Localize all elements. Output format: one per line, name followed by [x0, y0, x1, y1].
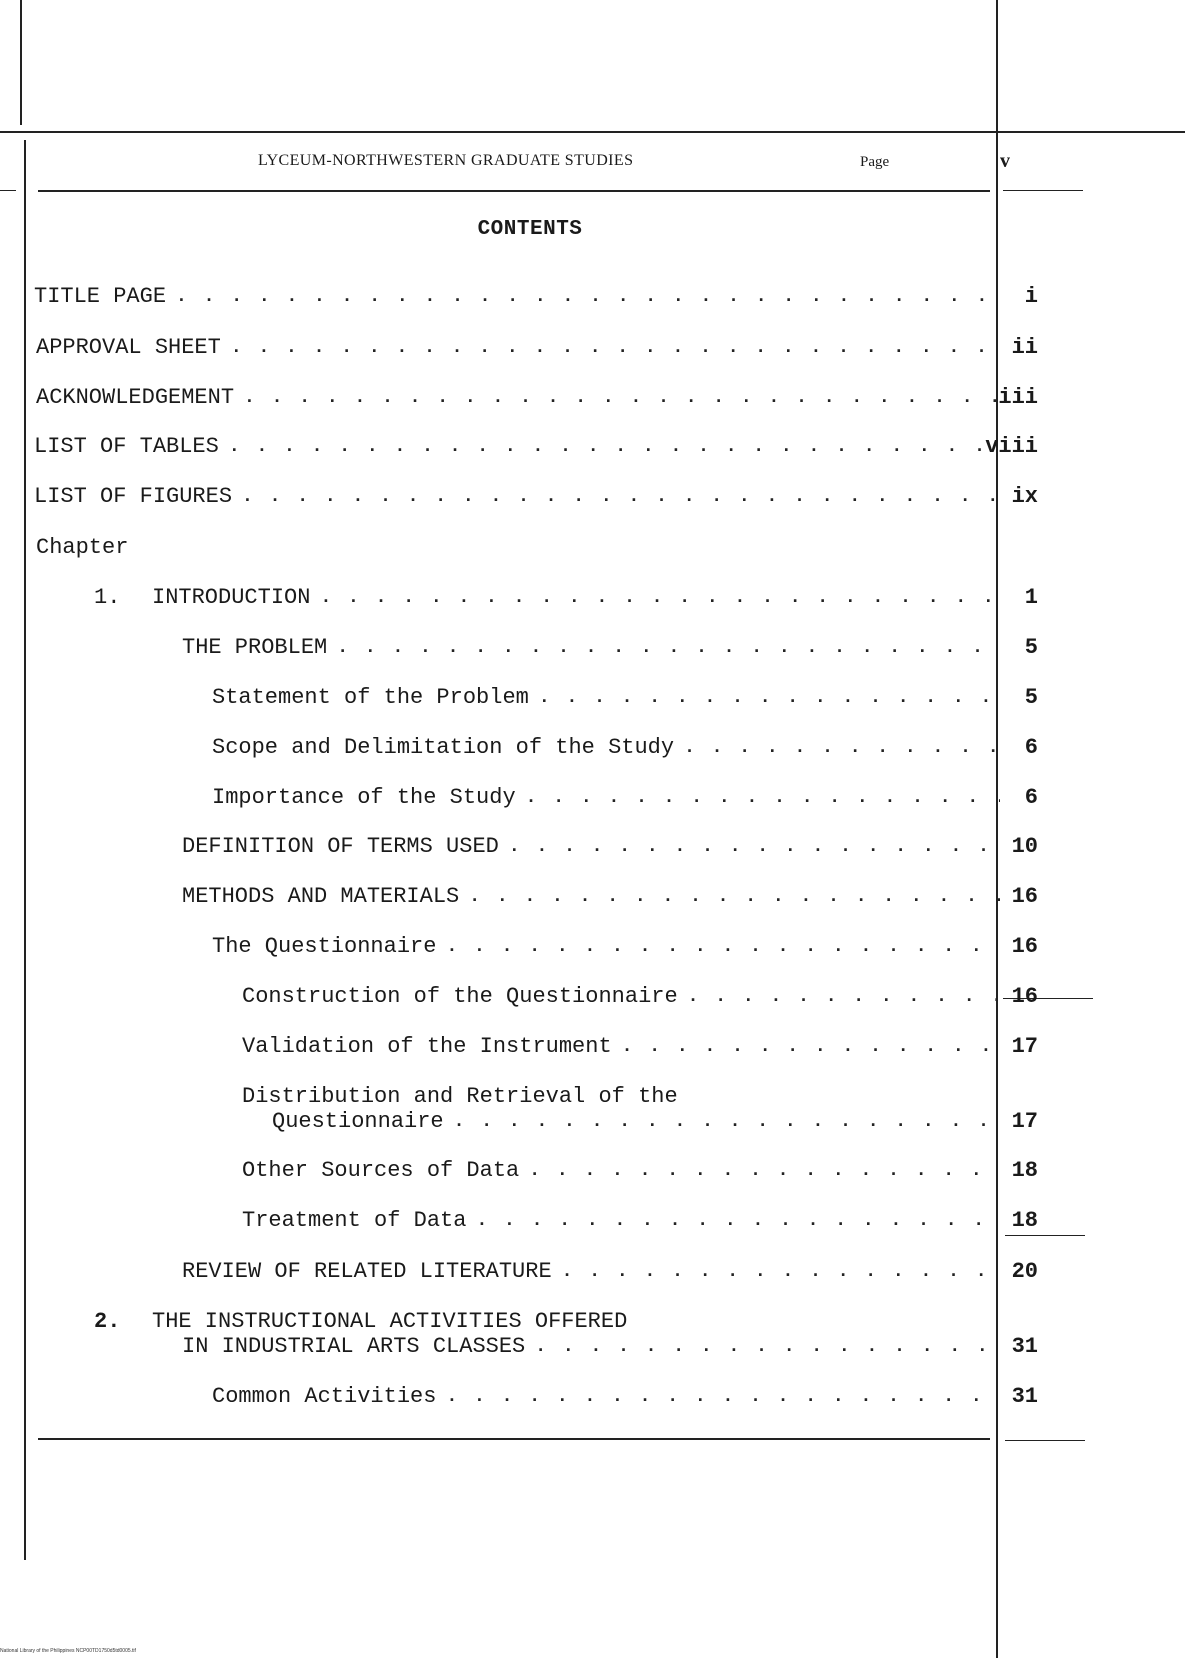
toc-page: 6	[1024, 735, 1038, 760]
toc-entry-approval-sheet	[36, 335, 1000, 361]
toc-entry-acknowledgement	[36, 385, 1000, 411]
toc-label: Other Sources of Data	[242, 1158, 520, 1183]
toc-page: 31	[1011, 1384, 1038, 1409]
leader-dots	[446, 1384, 1000, 1410]
toc-label: Statement of the Problem	[212, 685, 529, 710]
toc-page: 5	[1024, 685, 1038, 710]
toc-page: 6	[1024, 785, 1038, 810]
toc-label: INTRODUCTION	[152, 585, 311, 610]
chapter-2-title-line1: THE INSTRUCTIONAL ACTIVITIES OFFERED	[152, 1309, 628, 1334]
leader-dots	[337, 635, 1000, 661]
leader-dots	[539, 685, 1000, 711]
toc-page: 16	[1011, 984, 1038, 1009]
toc-label: LIST OF TABLES	[34, 434, 219, 459]
toc-label: REVIEW OF RELATED LITERATURE	[182, 1259, 552, 1284]
toc-page: 18	[1011, 1158, 1038, 1183]
institution-name: LYCEUM-NORTHWESTERN GRADUATE STUDIES	[258, 152, 634, 169]
toc-page: 17	[1011, 1034, 1038, 1059]
toc-entry-questionnaire	[212, 934, 1000, 960]
toc-page: ii	[1011, 335, 1038, 360]
toc-entry-the-problem	[182, 635, 1000, 661]
toc-entry-treatment	[242, 1208, 1000, 1234]
toc-page: i	[1024, 284, 1038, 309]
leader-dots	[176, 284, 1000, 310]
chapter-1-number: 1.	[94, 585, 121, 610]
toc-label: LIST OF FIGURES	[34, 484, 233, 509]
toc-entry-list-of-figures	[34, 484, 1000, 510]
toc-page: 17	[1011, 1109, 1038, 1134]
toc-entry-statement-of-problem	[212, 685, 1000, 711]
leader-dots	[244, 385, 1000, 411]
toc-label: DEFINITION OF TERMS USED	[182, 834, 499, 859]
toc-label: Importance of the Study	[212, 785, 516, 810]
toc-entry-common-activities	[212, 1384, 1000, 1410]
toc-entry-methods-and-materials	[182, 884, 1000, 910]
toc-page: iii	[998, 385, 1038, 410]
toc-label: APPROVAL SHEET	[36, 335, 221, 360]
page-label: Page	[860, 154, 890, 170]
leader-dots	[242, 484, 1000, 510]
toc-label: Treatment of Data	[242, 1208, 467, 1233]
toc-page: 10	[1011, 834, 1038, 859]
toc-label: TITLE PAGE	[34, 284, 167, 309]
toc-label: The Questionnaire	[212, 934, 437, 959]
toc-page: 18	[1011, 1208, 1038, 1233]
toc-page: 16	[1011, 934, 1038, 959]
page-number: v	[1000, 150, 1010, 172]
contents-title: CONTENTS	[477, 218, 583, 241]
toc-entry-introduction	[152, 585, 1000, 611]
toc-entry-validation	[242, 1034, 1000, 1060]
leader-dots	[231, 335, 1000, 361]
toc-entry-definition-of-terms	[182, 834, 1000, 860]
toc-page: viii	[985, 434, 1038, 459]
toc-entry-scope	[212, 735, 1000, 761]
toc-label: Questionnaire	[272, 1109, 444, 1134]
scan-footer: National Library of the Philippines NCP00TD1750d5td0005.tif	[0, 1648, 136, 1654]
toc-label: Validation of the Instrument	[242, 1034, 612, 1059]
toc-entry-list-of-tables	[34, 434, 1000, 460]
toc-label: METHODS AND MATERIALS	[182, 884, 460, 909]
toc-entry-chapter-2	[182, 1334, 1000, 1360]
leader-dots	[320, 585, 1000, 611]
chapter-heading: Chapter	[36, 535, 129, 560]
toc-entry-construction	[242, 984, 1000, 1010]
toc-page: 1	[1024, 585, 1038, 610]
leader-dots	[469, 884, 1000, 910]
toc-entry-title-page	[34, 284, 1000, 310]
leader-dots	[526, 785, 1000, 811]
toc-label: ACKNOWLEDGEMENT	[36, 385, 235, 410]
chapter-2-number: 2.	[94, 1309, 121, 1334]
toc-entry-distribution	[272, 1109, 1000, 1135]
toc-label: IN INDUSTRIAL ARTS CLASSES	[182, 1334, 526, 1359]
toc-page: 5	[1024, 635, 1038, 660]
leader-dots	[454, 1109, 1000, 1135]
leader-dots	[535, 1334, 1000, 1360]
toc-entry-other-sources	[242, 1158, 1000, 1184]
toc-page: 20	[1011, 1259, 1038, 1284]
leader-dots	[509, 834, 1000, 860]
leader-dots	[446, 934, 1000, 960]
toc-entry-review	[182, 1259, 1000, 1285]
toc-label: Construction of the Questionnaire	[242, 984, 678, 1009]
toc-label: THE PROBLEM	[182, 635, 328, 660]
toc-page: 16	[1011, 884, 1038, 909]
leader-dots	[229, 434, 1000, 460]
toc-label: Scope and Delimitation of the Study	[212, 735, 675, 760]
toc-page: ix	[1011, 484, 1038, 509]
toc-label: Common Activities	[212, 1384, 437, 1409]
toc-page: 31	[1011, 1334, 1038, 1359]
leader-dots	[529, 1158, 1000, 1184]
leader-dots	[562, 1259, 1000, 1285]
leader-dots	[476, 1208, 1000, 1234]
toc-entry-importance	[212, 785, 1000, 811]
toc-label-distribution-line1: Distribution and Retrieval of the	[242, 1084, 678, 1109]
